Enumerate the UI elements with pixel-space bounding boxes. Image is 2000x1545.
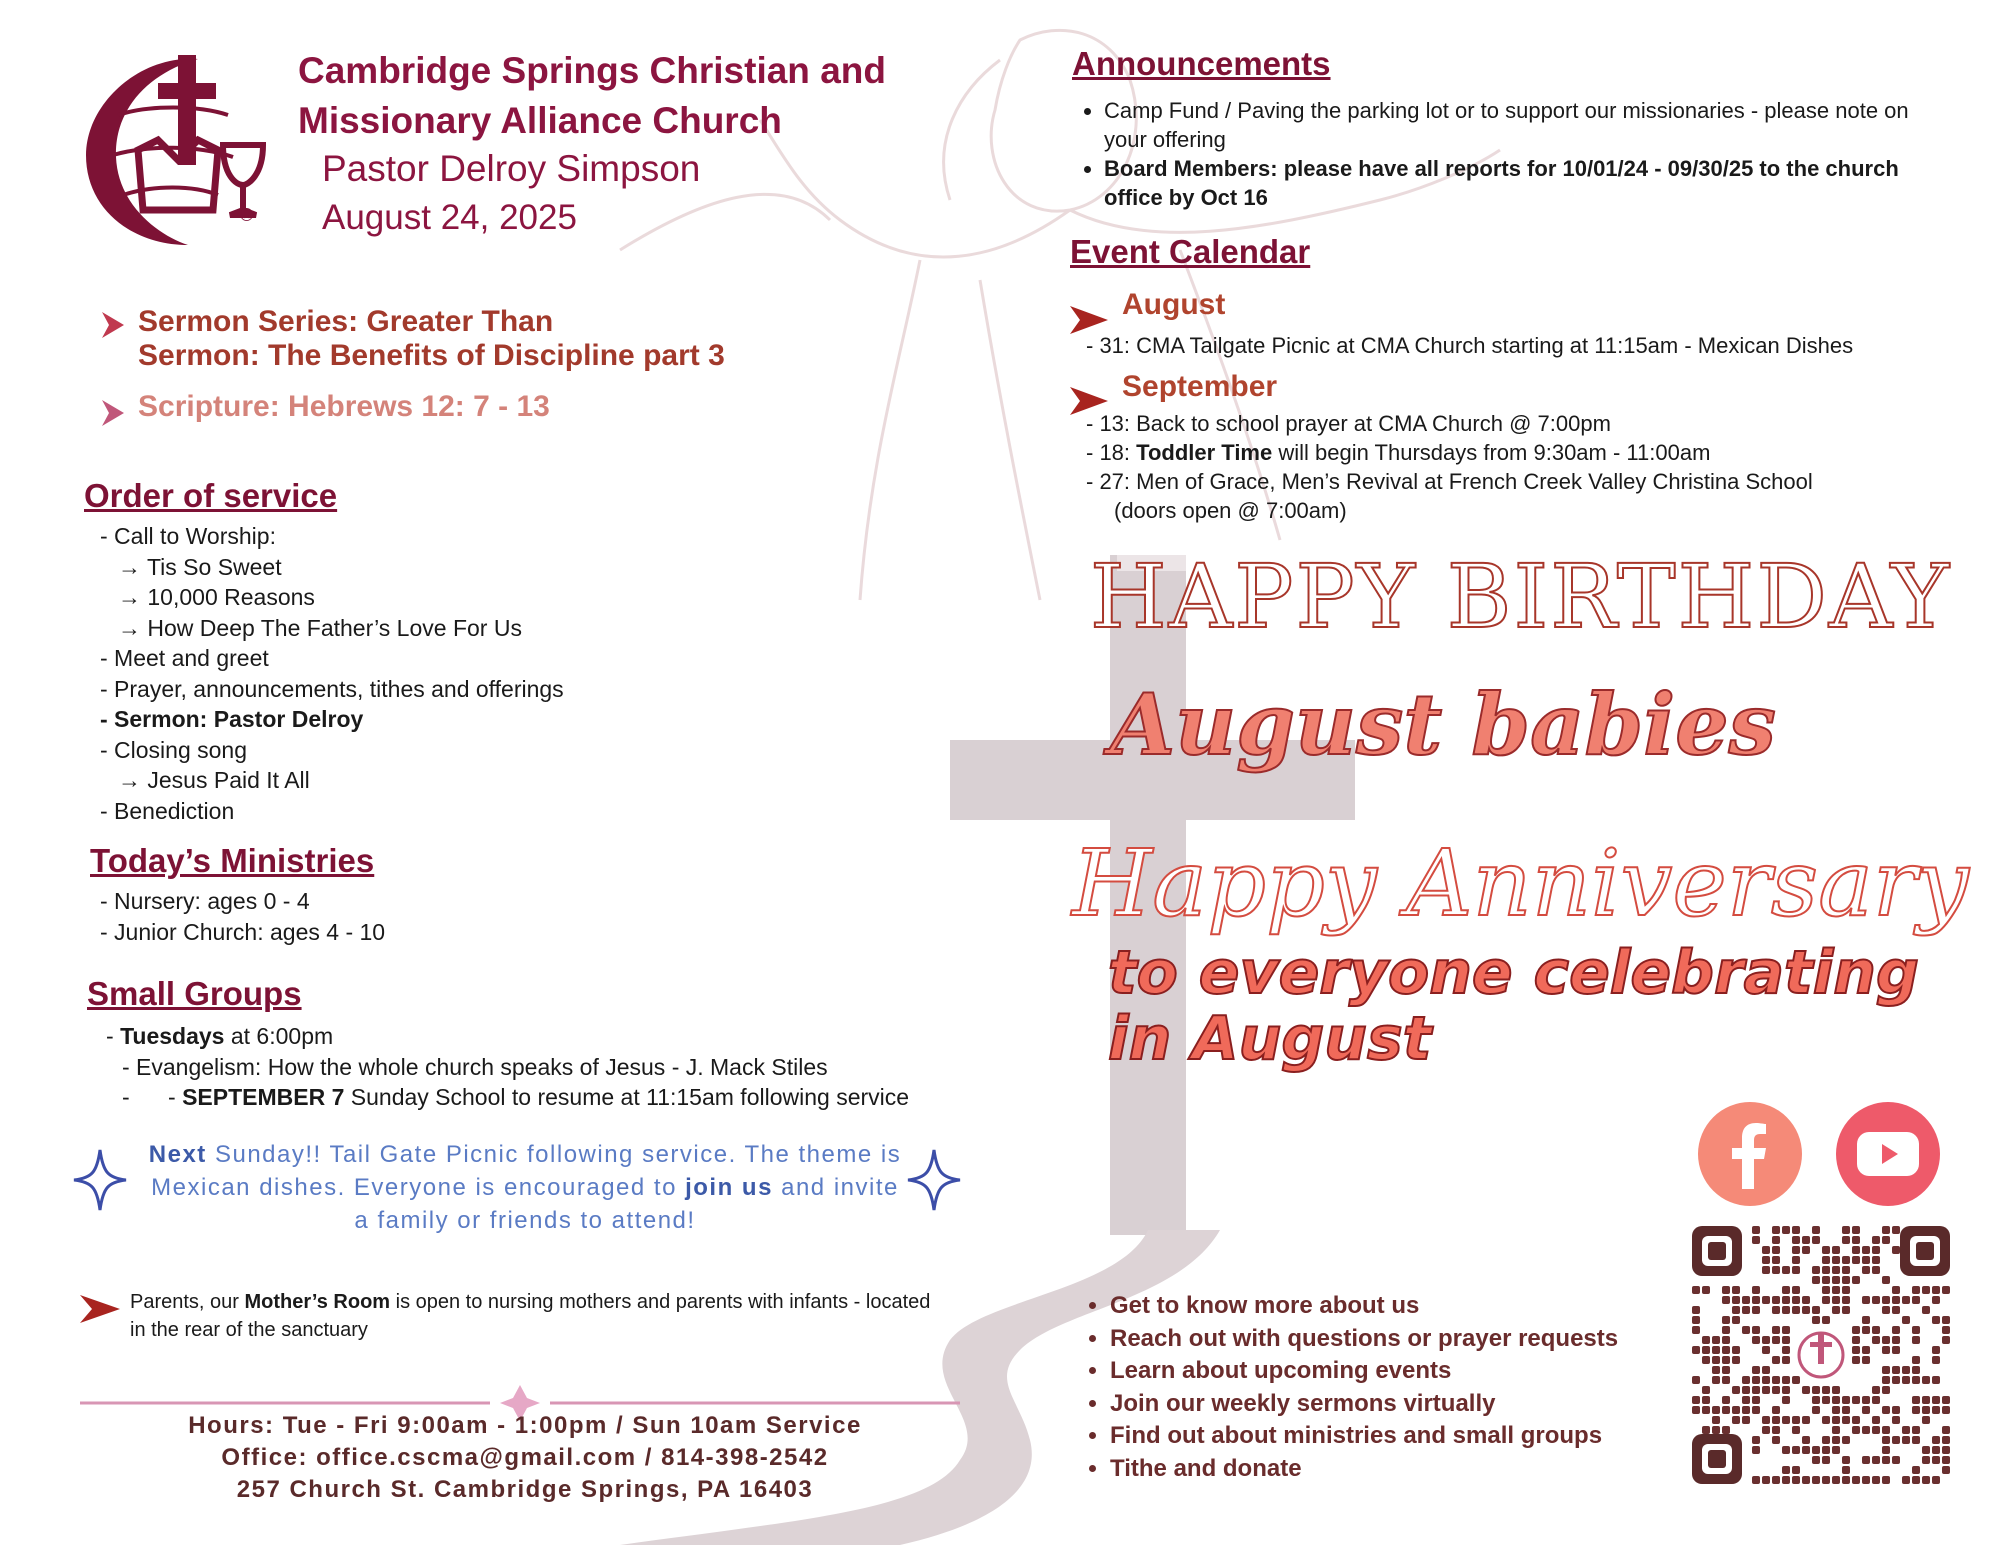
qr-code-icon[interactable]	[1688, 1222, 1954, 1488]
service-item: - Prayer, announcements, tithes and offerings	[100, 675, 564, 702]
month-august: August	[1122, 288, 1226, 321]
order-of-service-list	[100, 521, 564, 826]
august-babies-title: August babies	[1110, 675, 1776, 774]
link-sermons[interactable]: • Join our weekly sermons virtually	[1110, 1388, 1618, 1421]
mothers-room-arrow-icon	[78, 1293, 122, 1330]
announcements-heading: Announcements	[1072, 45, 1331, 82]
happy-anniversary-title: Happy Anniversary	[1072, 830, 1969, 937]
small-group-september: - - SEPTEMBER 7 Sunday School to resume at 11:15am following service	[122, 1084, 910, 1110]
celebration-message	[1108, 940, 1968, 1072]
office-hours: Hours: Tue - Fri 9:00am - 1:00pm / Sun 10am Service	[188, 1412, 862, 1439]
church-name: Cambridge Springs Christian and Missionary Alliance Church	[298, 50, 886, 141]
scripture: Scripture: Hebrews 12: 7 - 13	[138, 390, 550, 423]
month-september: September	[1122, 370, 1278, 403]
service-item: - Closing song	[100, 736, 248, 763]
event-calendar-heading: Event Calendar	[1070, 233, 1311, 270]
announcement-item: • Camp Fund / Paving the parking lot or to support our missionaries - please note on your offering	[1104, 96, 1942, 154]
small-group-day: - Tuesdays at 6:00pm	[106, 1023, 334, 1049]
service-item: → How Deep The Father’s Love For Us	[118, 614, 522, 641]
office-contact: Office: office.cscma@gmail.com / 814-398-2542	[221, 1444, 829, 1471]
ministry-item: - Nursery: ages 0 - 4	[100, 888, 310, 914]
announcement-item: • Board Members: please have all reports for 10/01/24 - 09/30/25 to the church office by Oct 16	[1104, 154, 1942, 212]
youtube-icon[interactable]	[1836, 1102, 1940, 1206]
facebook-icon[interactable]	[1698, 1102, 1802, 1206]
celebration-line-2: in August	[1108, 1004, 1432, 1074]
celebration-line-1: to everyone celebrating	[1108, 938, 1919, 1008]
website-links	[1088, 1290, 1618, 1485]
order-of-service-heading: Order of service	[84, 477, 338, 514]
announcements-list	[1082, 96, 1942, 212]
scripture-arrow-icon	[100, 398, 126, 433]
church-logo	[78, 45, 268, 250]
bulletin-date: August 24, 2025	[322, 198, 577, 237]
small-group-evangelism: - Evangelism: How the whole church speaks of Jesus - J. Mack Stiles	[122, 1053, 828, 1080]
ministries-heading: Today’s Ministries	[90, 842, 375, 879]
footer-info	[100, 1410, 950, 1506]
service-item: - Call to Worship:	[100, 523, 276, 549]
event-item: - 13: Back to school prayer at CMA Church @ 7:00pm	[1086, 411, 1611, 436]
link-contact[interactable]: • Reach out with questions or prayer requests	[1110, 1323, 1618, 1356]
service-item: - Meet and greet	[100, 645, 269, 671]
pastor-name: Pastor Delroy Simpson	[322, 148, 701, 189]
august-events	[1086, 331, 1853, 360]
service-item: → 10,000 Reasons	[118, 584, 315, 610]
link-ministries[interactable]: • Find out about ministries and small groups	[1110, 1420, 1618, 1453]
sparkle-left-icon	[72, 1148, 128, 1217]
event-item: (doors open @ 7:00am)	[1114, 498, 1347, 523]
mothers-room-notice: Parents, our Mother’s Room is open to nursing mothers and parents with infants - located in the rear of the sanctuary	[130, 1291, 931, 1341]
sermon-block	[138, 305, 725, 373]
sermon-arrow-icon	[100, 310, 126, 345]
link-events[interactable]: • Learn about upcoming events	[1110, 1355, 1618, 1388]
service-item: - Sermon: Pastor Delroy	[100, 706, 364, 732]
september-events	[1086, 409, 1813, 525]
sermon-title: Sermon: The Benefits of Discipline part 3	[138, 339, 725, 372]
sermon-series: Sermon Series: Greater Than	[138, 305, 554, 338]
small-groups-heading: Small Groups	[87, 975, 302, 1012]
small-groups-list	[106, 1021, 909, 1113]
event-item: - 18: Toddler Time will begin Thursdays from 9:30am - 11:00am	[1086, 440, 1711, 465]
event-item: - 27: Men of Grace, Men’s Revival at French Creek Valley Christina School	[1086, 469, 1813, 494]
next-sunday-notice: Next Sunday!! Tail Gate Picnic following service. The theme is Mexican dishes. Everyone is encouraged to join us and invite a family or friends to attend!	[148, 1141, 902, 1234]
church-address: 257 Church St. Cambridge Springs, PA 16403	[236, 1476, 814, 1503]
sparkle-right-icon	[906, 1148, 962, 1217]
registered-mark: ®	[240, 205, 254, 225]
happy-birthday-title: HAPPY BIRTHDAY	[1090, 545, 1951, 648]
link-about[interactable]: • Get to know more about us	[1110, 1290, 1618, 1323]
service-item: - Benediction	[100, 797, 235, 824]
link-tithe[interactable]: • Tithe and donate	[1110, 1453, 1618, 1486]
event-item: - 31: CMA Tailgate Picnic at CMA Church starting at 11:15am - Mexican Dishes	[1086, 333, 1854, 358]
ministries-list	[100, 886, 385, 947]
ministry-item: - Junior Church: ages 4 - 10	[100, 918, 386, 945]
service-item: → Jesus Paid It All	[118, 767, 310, 793]
service-item: → Tis So Sweet	[118, 553, 282, 580]
